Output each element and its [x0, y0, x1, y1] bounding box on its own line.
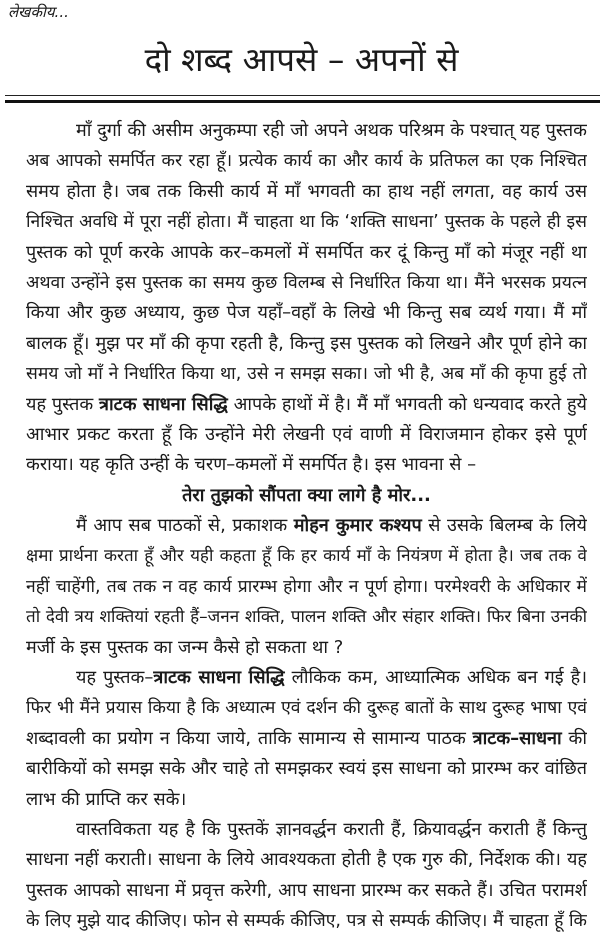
- text-segment: मर्जी के इस पुस्तक का जन्म कैसे हो सकता था ?: [26, 636, 344, 658]
- text-line: [26, 754, 587, 784]
- text-line: [26, 268, 587, 298]
- text-segment: बालक हूँ। मुझ पर माँ की कृपा रहती है, किन्तु इस पुस्तक को लिखने और पूर्ण होने का: [26, 332, 587, 354]
- text-line: [26, 390, 587, 420]
- text-segment: तो देवी त्रय शक्तियां रहती हैं–जनन शक्ति, पालन शक्ति और संहार शक्ति। फिर बिना उनकी: [26, 607, 587, 628]
- text-segment: लाभ की प्राप्ति कर सके।: [26, 788, 187, 810]
- text-segment: यह पुस्तक–: [76, 667, 154, 689]
- bold-text: त्राटक–साधना: [472, 727, 562, 749]
- bold-text: त्राटक साधना सिद्धि: [153, 667, 285, 689]
- text-segment: फिर भी मैंने प्रयास किया है कि अध्यात्म एवं दर्शन की दुरूह बातों के साथ दुरूह भाषा एवं: [26, 698, 587, 719]
- text-line: [26, 511, 587, 541]
- text-line: [26, 845, 587, 875]
- text-line: [26, 420, 587, 450]
- text-segment: समय जो माँ ने निर्धारित किया था, उसे न समझ सका। जो भी है, अब माँ की कृपा हुई तो: [26, 364, 587, 385]
- text-segment: शब्दावली का प्रयोग न किया जाये, ताकि सामान्य से सामान्य पाठक: [26, 727, 473, 749]
- text-line: [26, 450, 587, 480]
- text-segment: पुस्तक आपको साधना में प्रवृत्त करेगी, आप साधना प्रारम्भ कर सकते हैं। उचित परामर्श: [26, 879, 587, 901]
- text-segment: अब आपको समर्पित कर रहा हूँ। प्रत्येक कार्य का और कार्य के प्रतिफल का एक निश्चित: [26, 151, 587, 172]
- text-line: [26, 663, 587, 693]
- text-line: [26, 633, 587, 663]
- text-segment: क्षमा प्रार्थना करता हूँ और यही कहता हूँ कि हर कार्य माँ के नियंत्रण में होता है। जब तक वे: [26, 546, 587, 567]
- text-line: [26, 876, 587, 906]
- text-segment: अथवा उन्होंने इस पुस्तक का समय कुछ विलम्ब से निर्धारित किया था। मैंने भरसक प्रयत्न: [26, 272, 587, 293]
- text-line: [26, 724, 587, 754]
- text-line: [26, 815, 587, 845]
- text-segment: वास्तविकता यह है कि पुस्तकें ज्ञानवर्द्धन कराती हैं, क्रियावर्द्धन कराती हैं किन्तु: [76, 818, 587, 840]
- text-segment: किया और कुछ अध्याय, कुछ पेज यहाँ–वहाँ के लिखे भी किन्तु सब व्यर्थ गया। मैं माँ: [26, 302, 587, 324]
- text-line: [26, 207, 587, 237]
- text-segment: आभार प्रकट करता हूँ कि उन्होंने मेरी लेखनी एवं वाणी में विराजमान होकर इसे पूर्ण: [26, 423, 587, 445]
- text-line: [26, 238, 587, 268]
- text-segment: माँ दुर्गा की असीम अनुकम्पा रही जो अपने अथक परिश्रम के पश्चात् यह पुस्तक: [76, 120, 587, 141]
- title-divider-thick: [5, 100, 600, 103]
- bold-text: त्राटक साधना सिद्धि: [99, 393, 228, 415]
- text-segment: बारीकियों को समझ सके और चाहे तो समझकर स्वयं इस साधना को प्रारम्भ कर वांछित: [26, 758, 587, 780]
- text-line: [26, 785, 587, 815]
- body-text: [26, 116, 587, 937]
- bold-text: मोहन कुमार कश्यप: [293, 515, 422, 537]
- title-divider-thin: [5, 95, 600, 96]
- text-line: [26, 359, 587, 389]
- text-segment: निश्चित अवधि में पूरा नहीं होता। मैं चाहता था कि ‘शक्ति साधना’ पुस्तक के पहले ही इस: [26, 212, 587, 233]
- text-segment: नहीं चाहेंगी, तब तक न वह कार्य प्रारम्भ होगा और न पूर्ण होगा। परमेश्वरी के अधिकार में: [26, 576, 587, 597]
- text-line: [26, 541, 587, 571]
- text-line: [26, 602, 587, 632]
- text-line: [26, 693, 587, 723]
- text-segment: यह पुस्तक: [26, 393, 100, 415]
- page-title: दो शब्द आपसे – अपनों से: [144, 40, 459, 79]
- text-line: [26, 116, 587, 146]
- text-segment: लौकिक कम, आध्यात्मिक अधिक बन गई है।: [284, 667, 587, 689]
- text-segment: मैं आप सब पाठकों से, प्रकाशक: [76, 515, 294, 537]
- text-line: [26, 177, 587, 207]
- text-line: [26, 572, 587, 602]
- text-line: [26, 906, 587, 936]
- text-line: [26, 146, 587, 176]
- text-line: [26, 298, 587, 328]
- text-segment: पुस्तक को पूर्ण करके आपके कर–कमलों में समर्पित कर दूं किन्तु माँ को मंजूर नहीं था: [26, 241, 587, 263]
- text-segment: के लिए मुझे याद कीजिए। फोन से सम्पर्क कीजिए, पत्र से सम्पर्क कीजिए। मैं चाहता हूँ कि: [26, 911, 587, 932]
- text-segment: से उसके बिलम्ब के लिये: [421, 515, 587, 537]
- quote-line: [26, 481, 587, 511]
- text-segment: तेरा तुझको सौंपता क्या लागे है मोर...: [182, 484, 431, 506]
- text-segment: आपके हाथों में है। मैं माँ भगवती को धन्यवाद करते हुये: [227, 393, 587, 415]
- text-segment: की: [561, 727, 587, 749]
- text-segment: कराया। यह कृति उन्हीं के चरण–कमलों में समर्पित है। इस भावना से –: [26, 454, 477, 476]
- section-kicker: लेखकीय...: [8, 3, 69, 21]
- text-segment: समय होता है। जब तक किसी कार्य में माँ भगवती का हाथ नहीं लगता, वह कार्य उस: [26, 180, 587, 202]
- text-line: [26, 329, 587, 359]
- text-segment: साधना नहीं कराती। साधना के लिये आवश्यकता होती है एक गुरु की, निर्देशक की। यह: [26, 849, 587, 871]
